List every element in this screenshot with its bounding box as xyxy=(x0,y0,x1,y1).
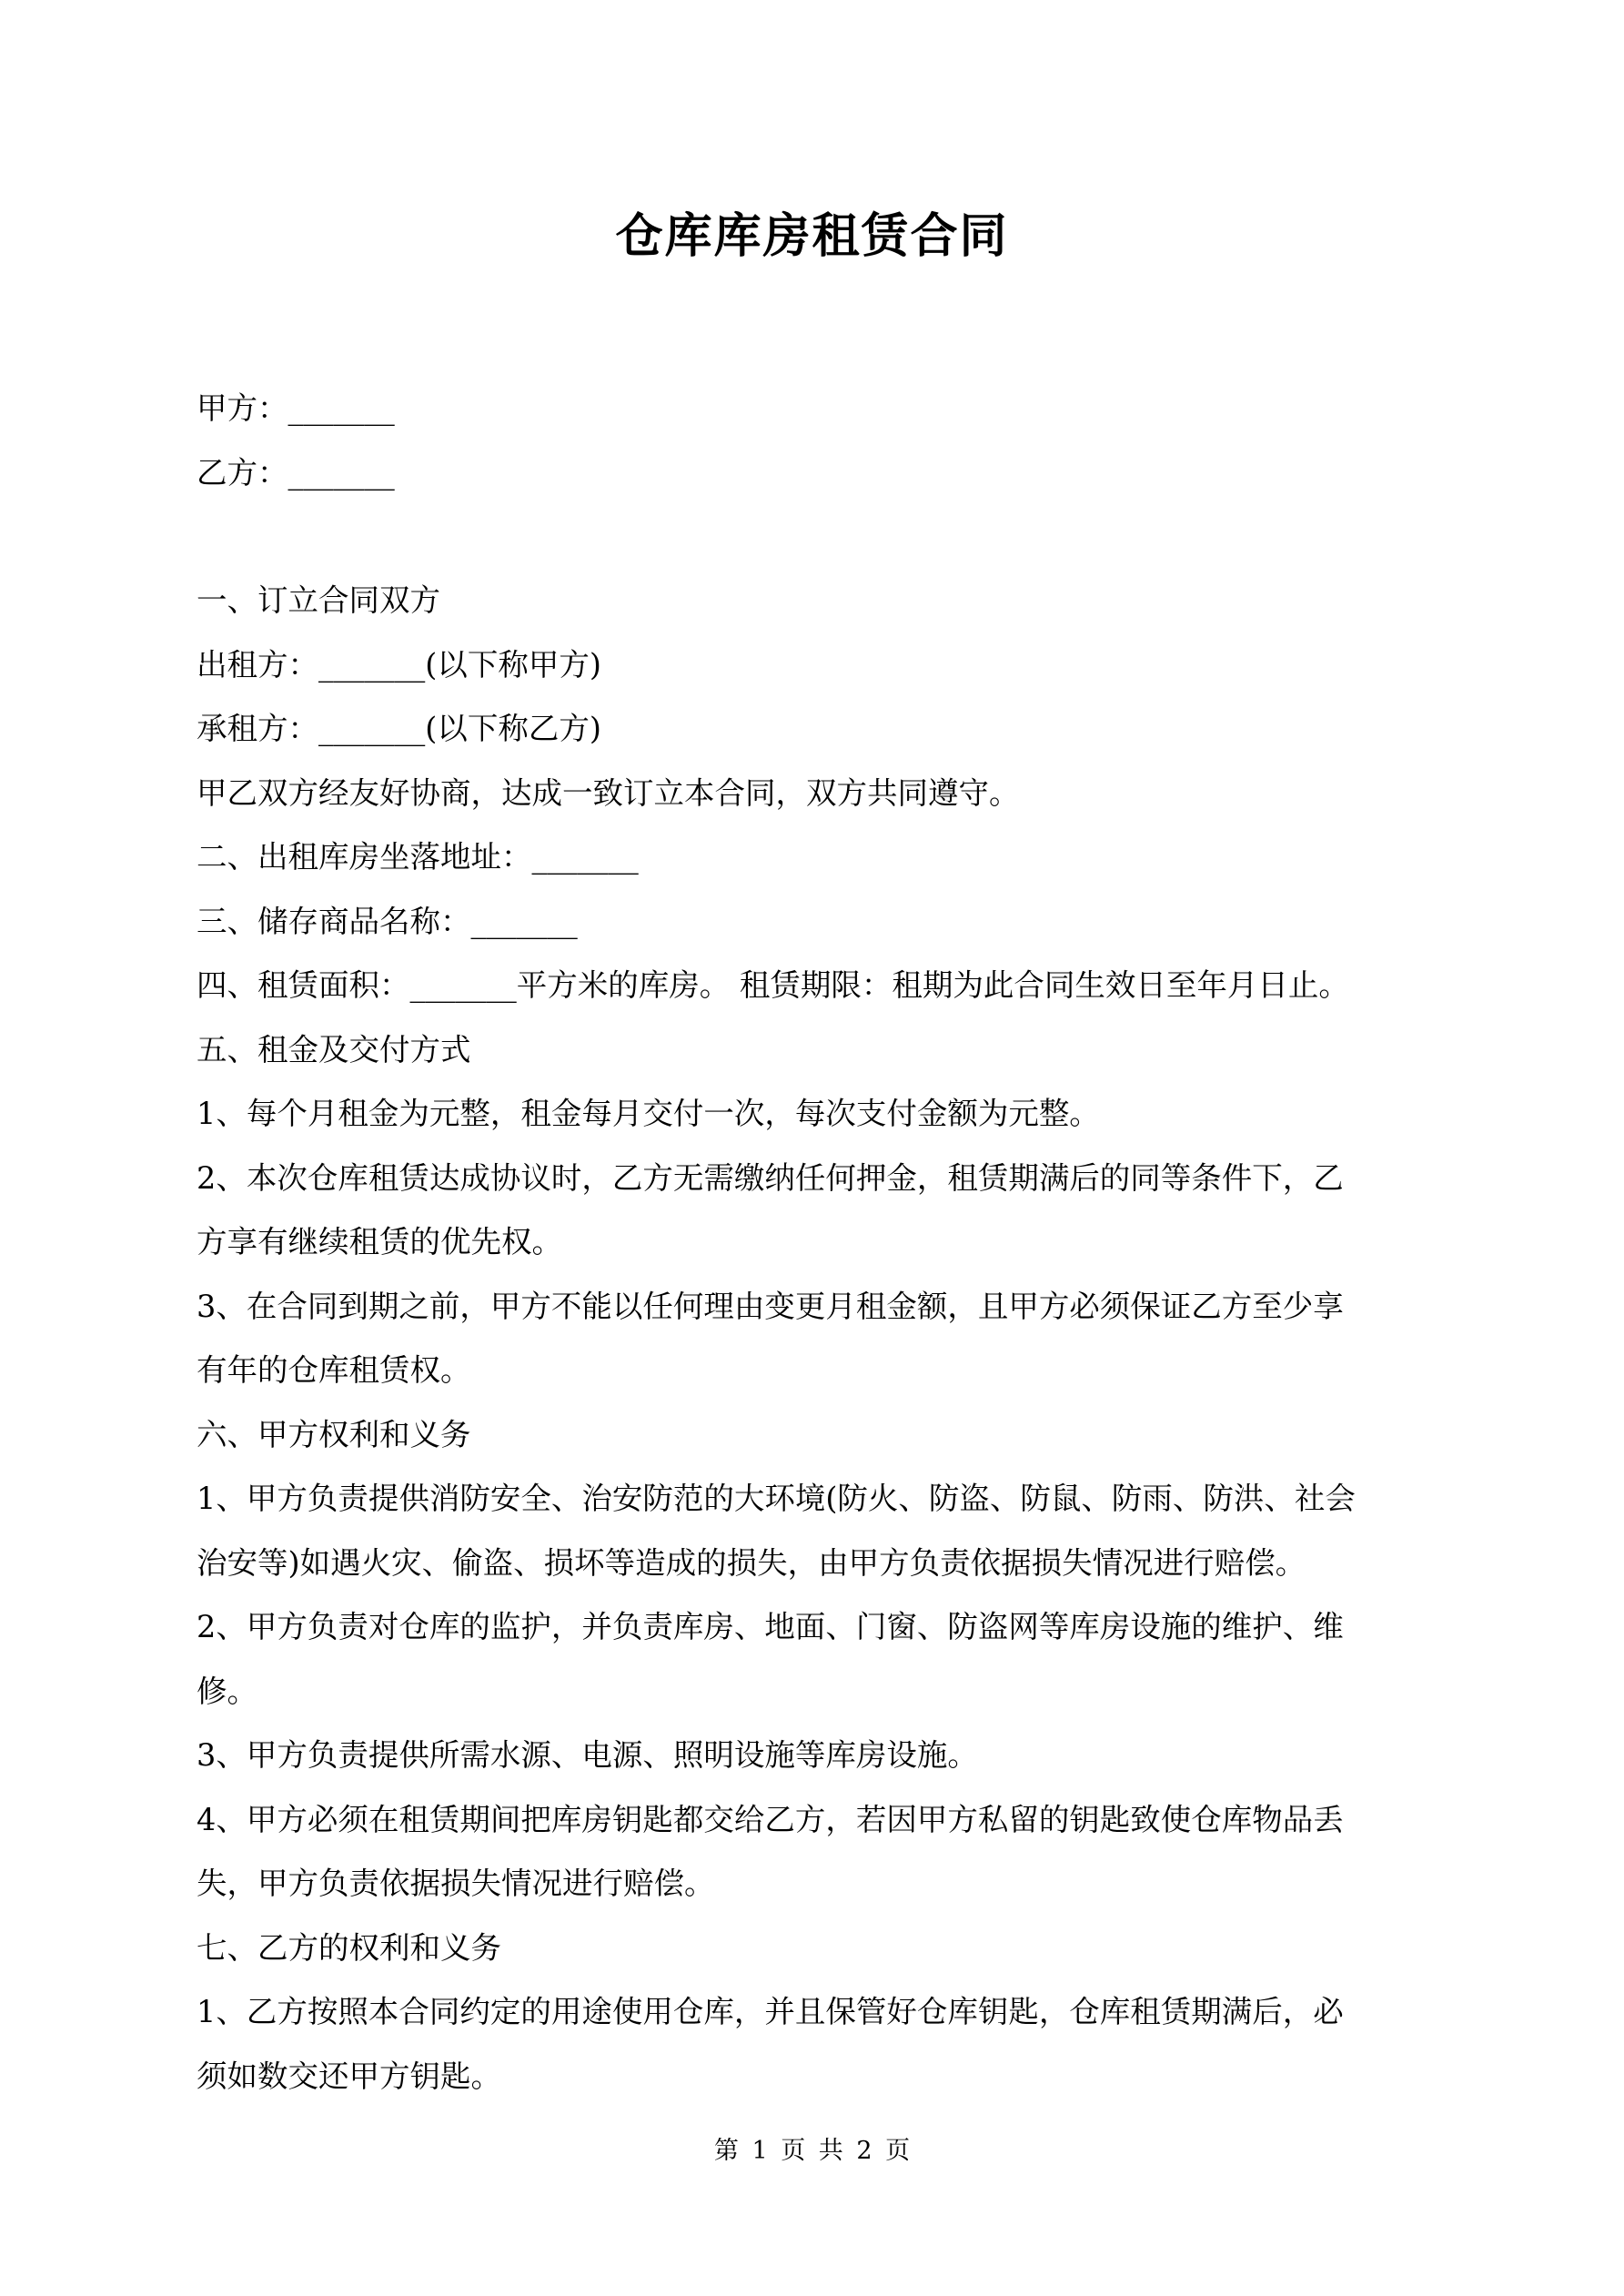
paragraph-line: 4、甲方必须在租赁期间把库房钥匙都交给乙方，若因甲方私留的钥匙致使仓库物品丢 xyxy=(197,1801,1344,1837)
party-b-line: 乙方：_______ xyxy=(197,454,395,491)
section-heading: 五、租金及交付方式 xyxy=(197,1031,471,1067)
paragraph-line: 失，甲方负责依据损失情况进行赔偿。 xyxy=(197,1866,715,1901)
paragraph-line: 2、甲方负责对仓库的监护，并负责库房、地面、门窗、防盗网等库房设施的维护、维 xyxy=(197,1609,1344,1644)
document-title: 仓库库房租赁合同 xyxy=(615,209,1009,264)
party-a-line: 甲方：_______ xyxy=(197,390,395,426)
paragraph-line: 出租方：_______(以下称甲方) xyxy=(197,646,601,683)
section-heading: 六、甲方权利和义务 xyxy=(197,1416,471,1452)
section-heading: 七、乙方的权利和义务 xyxy=(197,1929,501,1966)
section-heading: 二、出租库房坐落地址：_______ xyxy=(197,839,639,875)
paragraph-line: 1、甲方负责提供消防安全、治安防范的大环境(防火、防盗、防鼠、防雨、防洪、社会 xyxy=(197,1481,1356,1516)
paragraph-line: 修。 xyxy=(197,1673,257,1709)
section-heading: 一、订立合同双方 xyxy=(197,582,440,618)
paragraph-line: 3、在合同到期之前，甲方不能以任何理由变更月租金额，且甲方必须保证乙方至少享 xyxy=(197,1288,1344,1324)
section-heading: 四、租赁面积：_______平方米的库房。 租赁期限：租期为此合同生效日至年月日止。 xyxy=(197,967,1349,1003)
paragraph-line: 甲乙双方经友好协商，达成一致订立本合同，双方共同遵守。 xyxy=(197,774,1020,811)
paragraph-line: 治安等)如遇火灾、偷盗、损坏等造成的损失，由甲方负责依据损失情况进行赔偿。 xyxy=(197,1544,1306,1581)
paragraph-line: 有年的仓库租赁权。 xyxy=(197,1352,471,1388)
paragraph-line: 须如数交还甲方钥匙。 xyxy=(197,2058,501,2094)
document-body xyxy=(197,377,1452,2109)
section-heading: 三、储存商品名称：_______ xyxy=(197,903,578,939)
paragraph-line: 3、甲方负责提供所需水源、电源、照明设施等库房设施。 xyxy=(197,1737,978,1773)
paragraph-line: 1、乙方按照本合同约定的用途使用仓库，并且保管好仓库钥匙，仓库租赁期满后，必 xyxy=(197,1994,1344,2029)
page-footer: 第 1 页 共 2 页 xyxy=(713,2137,911,2165)
paragraph-line: 1、每个月租金为元整，租金每月交付一次，每次支付金额为元整。 xyxy=(197,1096,1100,1131)
spacer xyxy=(197,505,1452,569)
paragraph-line: 方享有继续租赁的优先权。 xyxy=(197,1224,562,1259)
paragraph-line: 2、本次仓库租赁达成协议时，乙方无需缴纳任何押金，租赁期满后的同等条件下，乙 xyxy=(197,1159,1344,1196)
paragraph-line: 承租方：_______(以下称乙方) xyxy=(197,711,601,746)
